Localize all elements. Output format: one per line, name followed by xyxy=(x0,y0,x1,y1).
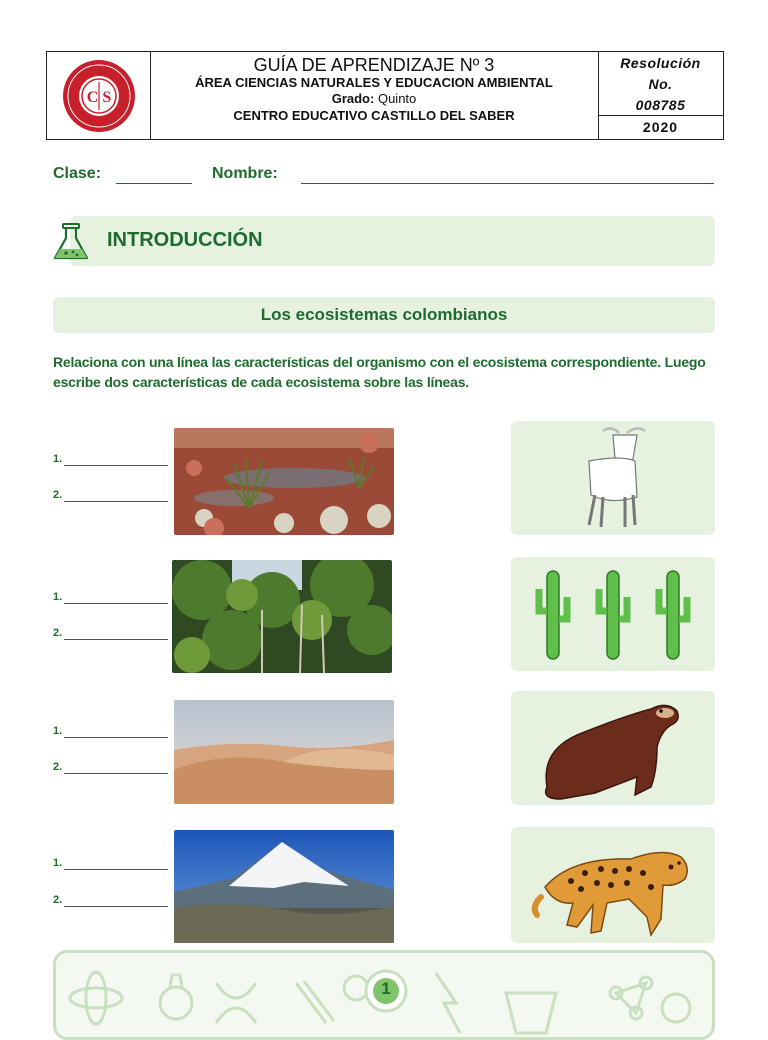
row1-item1-line[interactable] xyxy=(64,465,168,466)
row1-item2-number: 2. xyxy=(53,489,63,501)
jaguar-icon xyxy=(511,827,715,943)
goat-card xyxy=(511,421,715,535)
bear-icon xyxy=(511,691,715,805)
header-table xyxy=(46,51,724,140)
section-subtitle: Los ecosistemas colombianos xyxy=(260,305,508,324)
flask-icon xyxy=(52,222,90,262)
row1-item1-number: 1. xyxy=(53,453,63,465)
year: 2020 xyxy=(642,119,679,135)
area-label: ÁREA CIENCIAS NATURALES Y EDUCACION AMBIENTAL xyxy=(195,75,553,90)
rainforest-photo xyxy=(172,560,392,673)
resolution-cell xyxy=(598,52,723,139)
row4-item2-line[interactable] xyxy=(64,906,168,907)
footer-decoration xyxy=(53,950,715,1040)
row4-item1-line[interactable] xyxy=(64,869,168,870)
logo-cell xyxy=(47,52,151,139)
cactus-card xyxy=(511,557,715,671)
nombre-field[interactable] xyxy=(301,183,714,184)
desert-photo xyxy=(174,700,394,804)
school-name: CENTRO EDUCATIVO CASTILLO DEL SABER xyxy=(233,108,515,123)
resolution-label: Resolución xyxy=(620,55,701,71)
grade-line xyxy=(150,91,598,107)
row2-item1-number: 1. xyxy=(53,591,63,603)
instruction-text: Relaciona con una línea las características del organismo con el ecosistema correspondiente. Luego escribe dos características de cada ecosistema sobre las líneas. xyxy=(53,354,706,390)
snow-mountain-photo xyxy=(174,830,394,943)
row3-item1-line[interactable] xyxy=(64,737,168,738)
row3-item2-line[interactable] xyxy=(64,773,168,774)
svg-text:C S: C S xyxy=(86,89,112,106)
intro-heading: INTRODUCCIÓN xyxy=(107,229,263,251)
goat-icon xyxy=(511,421,715,535)
row3-item2-number: 2. xyxy=(53,761,63,773)
header-title-cell xyxy=(150,52,599,139)
row3-item1-number: 1. xyxy=(53,725,63,737)
grade-value: Quinto xyxy=(377,91,417,106)
row1-item2-line[interactable] xyxy=(64,501,168,502)
nombre-label: Nombre: xyxy=(212,165,278,182)
clase-label: Clase: xyxy=(53,165,102,182)
bear-card xyxy=(511,691,715,805)
school-logo xyxy=(47,52,150,139)
jaguar-card xyxy=(511,827,715,943)
grade-label: Grado: xyxy=(331,91,375,106)
row2-item2-number: 2. xyxy=(53,627,63,639)
page-number: 1 xyxy=(381,979,391,998)
row4-item2-number: 2. xyxy=(53,894,63,906)
clase-field[interactable] xyxy=(116,183,192,184)
row2-item1-line[interactable] xyxy=(64,603,168,604)
row2-item2-line[interactable] xyxy=(64,639,168,640)
resolution-number: 008785 xyxy=(635,97,686,113)
paramo-photo xyxy=(174,428,394,535)
row4-item1-number: 1. xyxy=(53,857,63,869)
guide-title: GUÍA DE APRENDIZAJE Nº 3 xyxy=(253,55,495,75)
resolution-no-label: No. xyxy=(648,76,673,92)
cactus-icon xyxy=(511,557,715,671)
